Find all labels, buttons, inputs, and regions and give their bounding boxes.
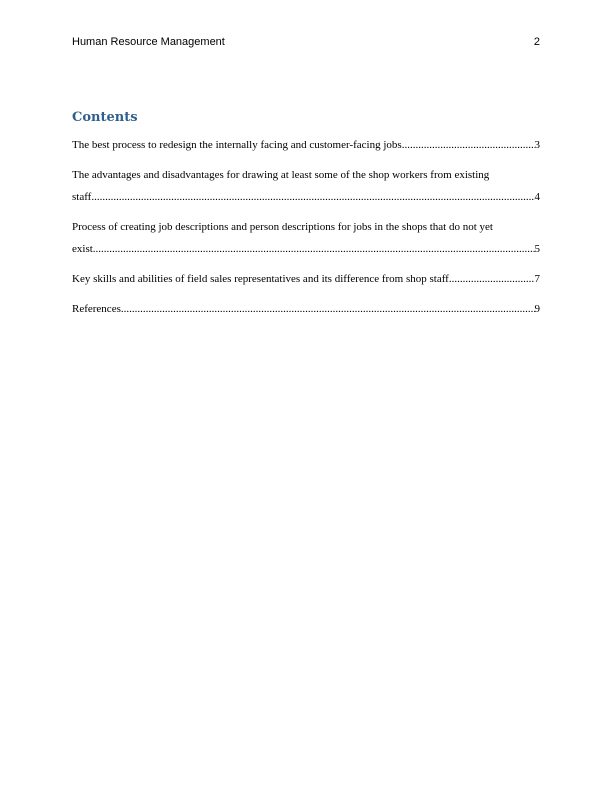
toc-dot-leader xyxy=(91,186,534,208)
toc-entry-key-skills[interactable] xyxy=(72,268,540,290)
toc-entry-text: staff xyxy=(72,191,92,203)
toc-entry-text: exist xyxy=(72,243,93,255)
header-page-number: 2 xyxy=(533,36,540,48)
toc-entry-page: 9 xyxy=(534,303,540,315)
toc-dot-leader xyxy=(121,298,535,320)
toc-entry-advantages-disadvantages[interactable] xyxy=(72,164,540,208)
toc-entry-line xyxy=(72,134,540,156)
toc-entry-page: 5 xyxy=(534,243,540,255)
toc-entry-page: 4 xyxy=(534,191,540,203)
toc-dot-leader xyxy=(93,238,535,260)
toc-entry-redesign-jobs[interactable] xyxy=(72,134,540,156)
toc-entry-line xyxy=(72,238,540,260)
toc-entry-first-line: Process of creating job descriptions and person descriptions for jobs in the shops that do not yet xyxy=(72,221,493,233)
toc-heading: Contents xyxy=(72,110,138,125)
toc-entry-page: 7 xyxy=(534,273,540,285)
toc-dot-leader xyxy=(449,268,535,290)
toc-dot-leader xyxy=(402,134,535,156)
toc-entry-references[interactable] xyxy=(72,298,540,320)
toc-entry-job-descriptions[interactable] xyxy=(72,216,540,260)
page-header xyxy=(72,36,540,50)
toc-entry-line xyxy=(72,298,540,320)
toc-entry-text: Key skills and abilities of field sales representatives and its difference from shop staff xyxy=(72,273,449,285)
toc-entry-page: 3 xyxy=(534,139,540,151)
header-title: Human Resource Management xyxy=(72,36,225,48)
table-of-contents xyxy=(72,134,540,328)
toc-entry-text: The best process to redesign the internally facing and customer-facing jobs xyxy=(72,139,402,151)
toc-entry-line xyxy=(72,268,540,290)
toc-entry-first-line: The advantages and disadvantages for drawing at least some of the shop workers from existing xyxy=(72,169,490,181)
toc-entry-line xyxy=(72,186,540,208)
toc-entry-text: References xyxy=(72,303,121,315)
